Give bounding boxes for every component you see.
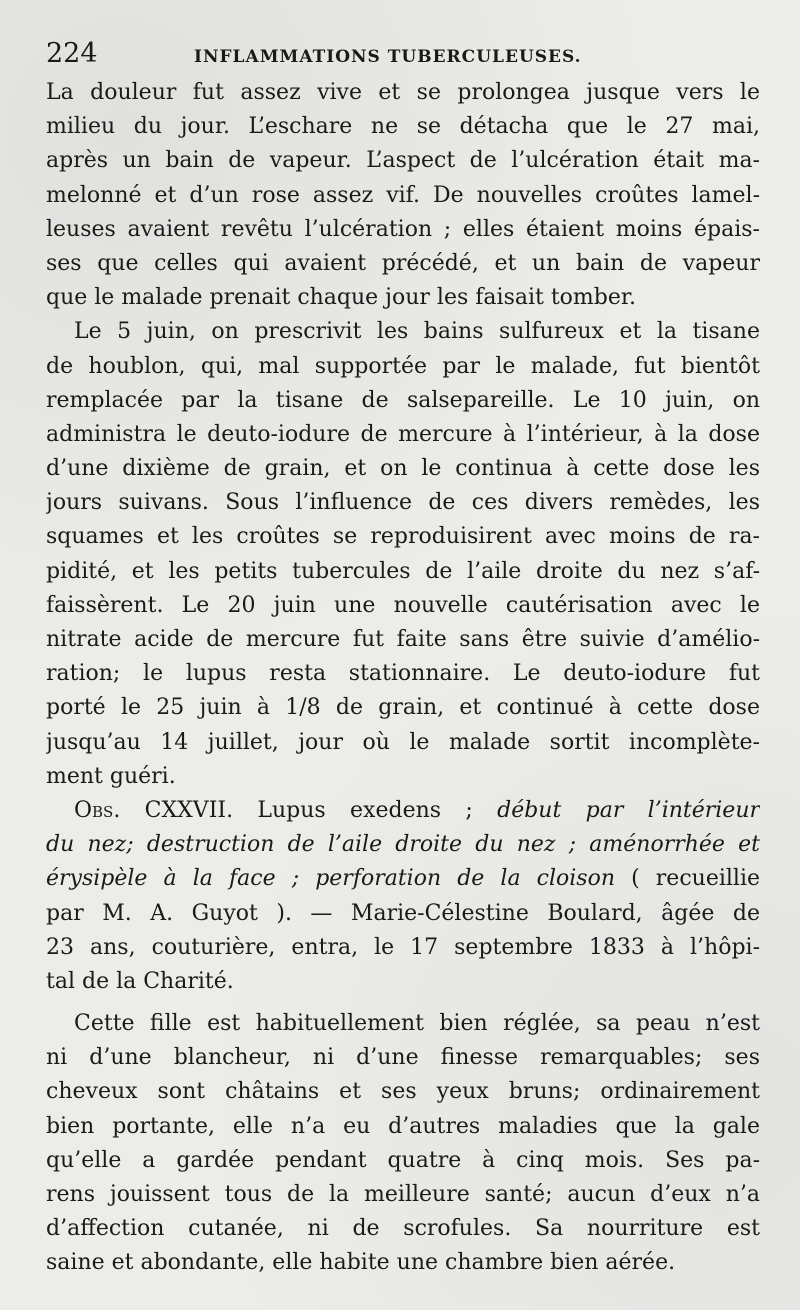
text-segment: tal de la Charité. — [46, 968, 234, 994]
text-line — [46, 1212, 760, 1246]
text-segment: squames et les croûtes se reproduisirent avec moins de ra- — [46, 524, 760, 550]
text-line — [46, 1110, 760, 1144]
text-segment: faissèrent. Le 20 juin une nouvelle cautérisation avec le — [46, 592, 760, 618]
paragraph — [46, 76, 760, 315]
running-head: INFLAMMATIONS TUBERCULEUSES. — [194, 47, 582, 67]
text-segment: par M. A. Guyot ). — Marie-Célestine Boulard, âgée de — [46, 900, 760, 926]
text-segment: administra le deuto-iodure de mercure à l’intérieur, à la dose — [46, 421, 760, 447]
text-line — [46, 179, 760, 213]
page-header — [46, 38, 760, 72]
paragraph — [46, 315, 760, 794]
text-segment: nitrate acide de mercure fut faite sans être suivie d’amélio- — [46, 627, 760, 652]
text-line — [46, 76, 760, 110]
text-segment: début par l’intérieur — [497, 797, 760, 823]
text-segment: Lupus exedens ; — [233, 797, 498, 823]
text-segment: après un bain de vapeur. L’aspect de l’ulcération était ma- — [46, 148, 760, 174]
text-segment: d’affection cutanée, ni de scrofules. Sa nourriture est — [46, 1216, 760, 1242]
text-line — [46, 350, 760, 384]
text-segment: Obs. CXXVII. — [74, 797, 234, 823]
text-segment: d’une dixième de grain, et on le continua à cette dose les — [46, 456, 760, 482]
text-segment: ni d’une blancheur, ni d’une finesse remarquables; ses — [46, 1045, 760, 1071]
text-line — [46, 555, 760, 589]
text-line — [46, 247, 760, 281]
text-segment: La douleur fut assez vive et se prolongea jusque vers le — [46, 80, 760, 105]
text-line — [46, 897, 760, 931]
text-segment: pidité, et les petits tubercules de l’aile droite du nez s’af- — [46, 558, 760, 584]
text-segment: cheveux sont châtains et ses yeux bruns; ordinairement — [46, 1079, 760, 1105]
text-line — [46, 1144, 760, 1178]
text-line — [46, 828, 760, 862]
text-line — [46, 110, 760, 144]
text-line — [46, 281, 760, 315]
text-line — [46, 760, 760, 794]
text-segment: leuses avaient revêtu l’ulcération ; elles étaient moins épais- — [46, 216, 760, 242]
text-line — [46, 144, 760, 178]
text-line — [46, 862, 760, 896]
text-segment: Cette fille est habituellement bien réglée, sa peau n’est — [74, 1011, 760, 1037]
text-line — [46, 418, 760, 452]
text-line — [46, 931, 760, 965]
text-line — [46, 315, 760, 349]
text-segment: milieu du jour. L’eschare ne se détacha que le 27 mai, — [46, 114, 760, 140]
text-line — [46, 486, 760, 520]
text-line — [46, 589, 760, 623]
text-segment: ( recueillie — [615, 866, 760, 892]
text-line — [46, 1075, 760, 1109]
text-segment: melonné et d’un rose assez vif. De nouvelles croûtes lamel- — [46, 182, 760, 208]
text-line — [46, 657, 760, 691]
text-segment: ses que celles qui avaient précédé, et un bain de vapeur — [46, 250, 760, 276]
paragraph-spacer — [46, 999, 760, 1007]
body-text — [46, 76, 760, 1281]
text-line — [46, 1041, 760, 1075]
text-line — [46, 1246, 760, 1280]
text-line — [46, 520, 760, 554]
text-segment: Le 5 juin, on prescrivit les bains sulfureux et la tisane — [74, 319, 760, 345]
text-segment: de houblon, qui, mal supportée par le malade, fut bientôt — [46, 353, 760, 379]
text-line — [46, 1178, 760, 1212]
text-line — [46, 213, 760, 247]
text-line — [46, 1007, 760, 1041]
text-segment: porté le 25 juin à 1/8 de grain, et continué à cette dose — [46, 695, 760, 721]
text-line — [46, 726, 760, 760]
text-line — [46, 691, 760, 725]
text-segment: jours suivans. Sous l’influence de ces divers remèdes, les — [46, 490, 760, 516]
text-segment: ment guéri. — [46, 763, 176, 789]
page-number: 224 — [46, 38, 98, 69]
text-segment: qu’elle a gardée pendant quatre à cinq mois. Ses pa- — [46, 1147, 760, 1173]
text-segment: bien portante, elle n’a eu d’autres maladies que la gale — [46, 1113, 760, 1139]
text-line — [46, 452, 760, 486]
text-segment: rens jouissent tous de la meilleure santé; aucun d’eux n’a — [46, 1182, 760, 1207]
text-segment: que le malade prenait chaque jour les faisait tomber. — [46, 285, 636, 311]
text-line — [46, 384, 760, 418]
text-segment: érysipèle à la face ; perforation de la cloison — [46, 866, 616, 892]
text-segment: jusqu’au 14 juillet, jour où le malade sortit incomplète- — [46, 729, 760, 755]
text-line — [46, 623, 760, 657]
text-segment: du nez; destruction de l’aile droite du nez ; aménorrhée et — [46, 832, 760, 858]
text-line — [46, 965, 760, 999]
paragraph — [46, 794, 760, 999]
text-segment: ration; le lupus resta stationnaire. Le deuto-iodure fut — [46, 661, 760, 687]
text-segment: saine et abondante, elle habite une chambre bien aérée. — [46, 1250, 676, 1276]
paragraph — [46, 1007, 760, 1281]
text-segment: remplacée par la tisane de salsepareille. Le 10 juin, on — [46, 387, 760, 413]
text-segment: 23 ans, couturière, entra, le 17 septembre 1833 à l’hôpi- — [46, 934, 760, 960]
text-line — [46, 794, 760, 828]
